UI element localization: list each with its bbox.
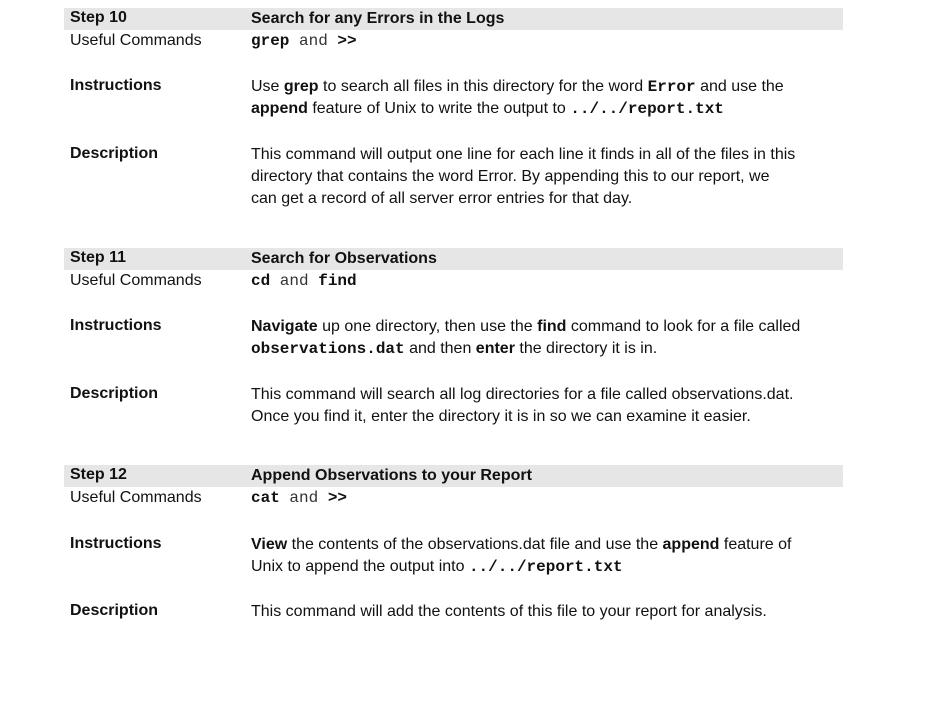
bold-term: grep	[283, 78, 319, 95]
bold-term: append	[251, 100, 308, 117]
text-segment: and then	[404, 340, 476, 357]
instructions-label: Instructions	[70, 535, 162, 552]
description-line: Once you find it, enter the directory it is in so we can examine it easier.	[251, 408, 751, 425]
command-name: cd	[251, 272, 271, 290]
bold-term: append	[662, 536, 720, 553]
instructions-label: Instructions	[70, 77, 162, 94]
command-joiner: and	[289, 32, 338, 50]
instructions-text	[251, 76, 843, 120]
bold-term: enter	[475, 340, 515, 357]
description-line: This command will output one line for each line it finds in all of the files in this	[251, 146, 796, 163]
text-segment: the contents of the observations.dat file and use the	[287, 536, 663, 553]
text-segment: and use the	[695, 78, 784, 95]
text-segment: command to look for a file called	[566, 318, 801, 335]
command-name: grep	[251, 32, 290, 50]
command-name: >>	[337, 32, 357, 50]
description-line: This command will add the contents of this file to your report for analysis.	[251, 603, 767, 620]
useful-commands	[251, 270, 843, 292]
description-text	[251, 144, 843, 210]
text-segment: up one directory, then use the	[317, 318, 538, 335]
inline-code: ../../report.txt	[468, 558, 623, 576]
command-name: cat	[251, 489, 280, 507]
step-number: Step 10	[70, 9, 127, 26]
step-title: Search for Observations	[251, 250, 437, 267]
useful-commands-label: Useful Commands	[70, 32, 202, 49]
text-segment: feature of	[719, 536, 792, 553]
inline-code: observations.dat	[251, 340, 405, 358]
description-label: Description	[70, 385, 159, 402]
step-title: Search for any Errors in the Logs	[251, 10, 505, 27]
description-label: Description	[70, 145, 159, 162]
description-text	[251, 601, 843, 623]
text-segment: Unix to append the output into	[251, 558, 469, 575]
instructions-text	[251, 316, 843, 360]
inline-code: ../../report.txt	[570, 100, 724, 118]
command-name: find	[318, 272, 357, 290]
command-joiner: and	[279, 489, 328, 507]
step-title: Append Observations to your Report	[251, 467, 532, 484]
instructions-label: Instructions	[70, 317, 162, 334]
description-line: directory that contains the word Error. By appending this to our report, we	[251, 168, 770, 185]
text-segment: Use	[251, 78, 284, 95]
useful-commands-label: Useful Commands	[70, 272, 202, 289]
useful-commands-label: Useful Commands	[70, 489, 202, 506]
bold-term: find	[537, 318, 567, 335]
text-segment: the directory it is in.	[514, 340, 658, 357]
step-number: Step 12	[70, 466, 127, 483]
text-segment: to search all files in this directory for the word	[318, 78, 648, 95]
bold-term: View	[251, 536, 288, 553]
description-text	[251, 384, 843, 428]
command-name: >>	[327, 489, 348, 507]
inline-code: Error	[647, 78, 696, 96]
description-line: This command will search all log directories for a file called observations.dat.	[251, 386, 794, 403]
text-segment: feature of Unix to write the output to	[307, 100, 571, 117]
command-joiner: and	[270, 272, 319, 290]
bold-term: Navigate	[251, 318, 318, 335]
instructions-text	[251, 534, 843, 578]
useful-commands	[251, 487, 843, 509]
description-label: Description	[70, 602, 159, 619]
description-line: can get a record of all server error entries for that day.	[251, 190, 633, 207]
useful-commands	[251, 30, 843, 52]
step-number: Step 11	[70, 249, 127, 266]
